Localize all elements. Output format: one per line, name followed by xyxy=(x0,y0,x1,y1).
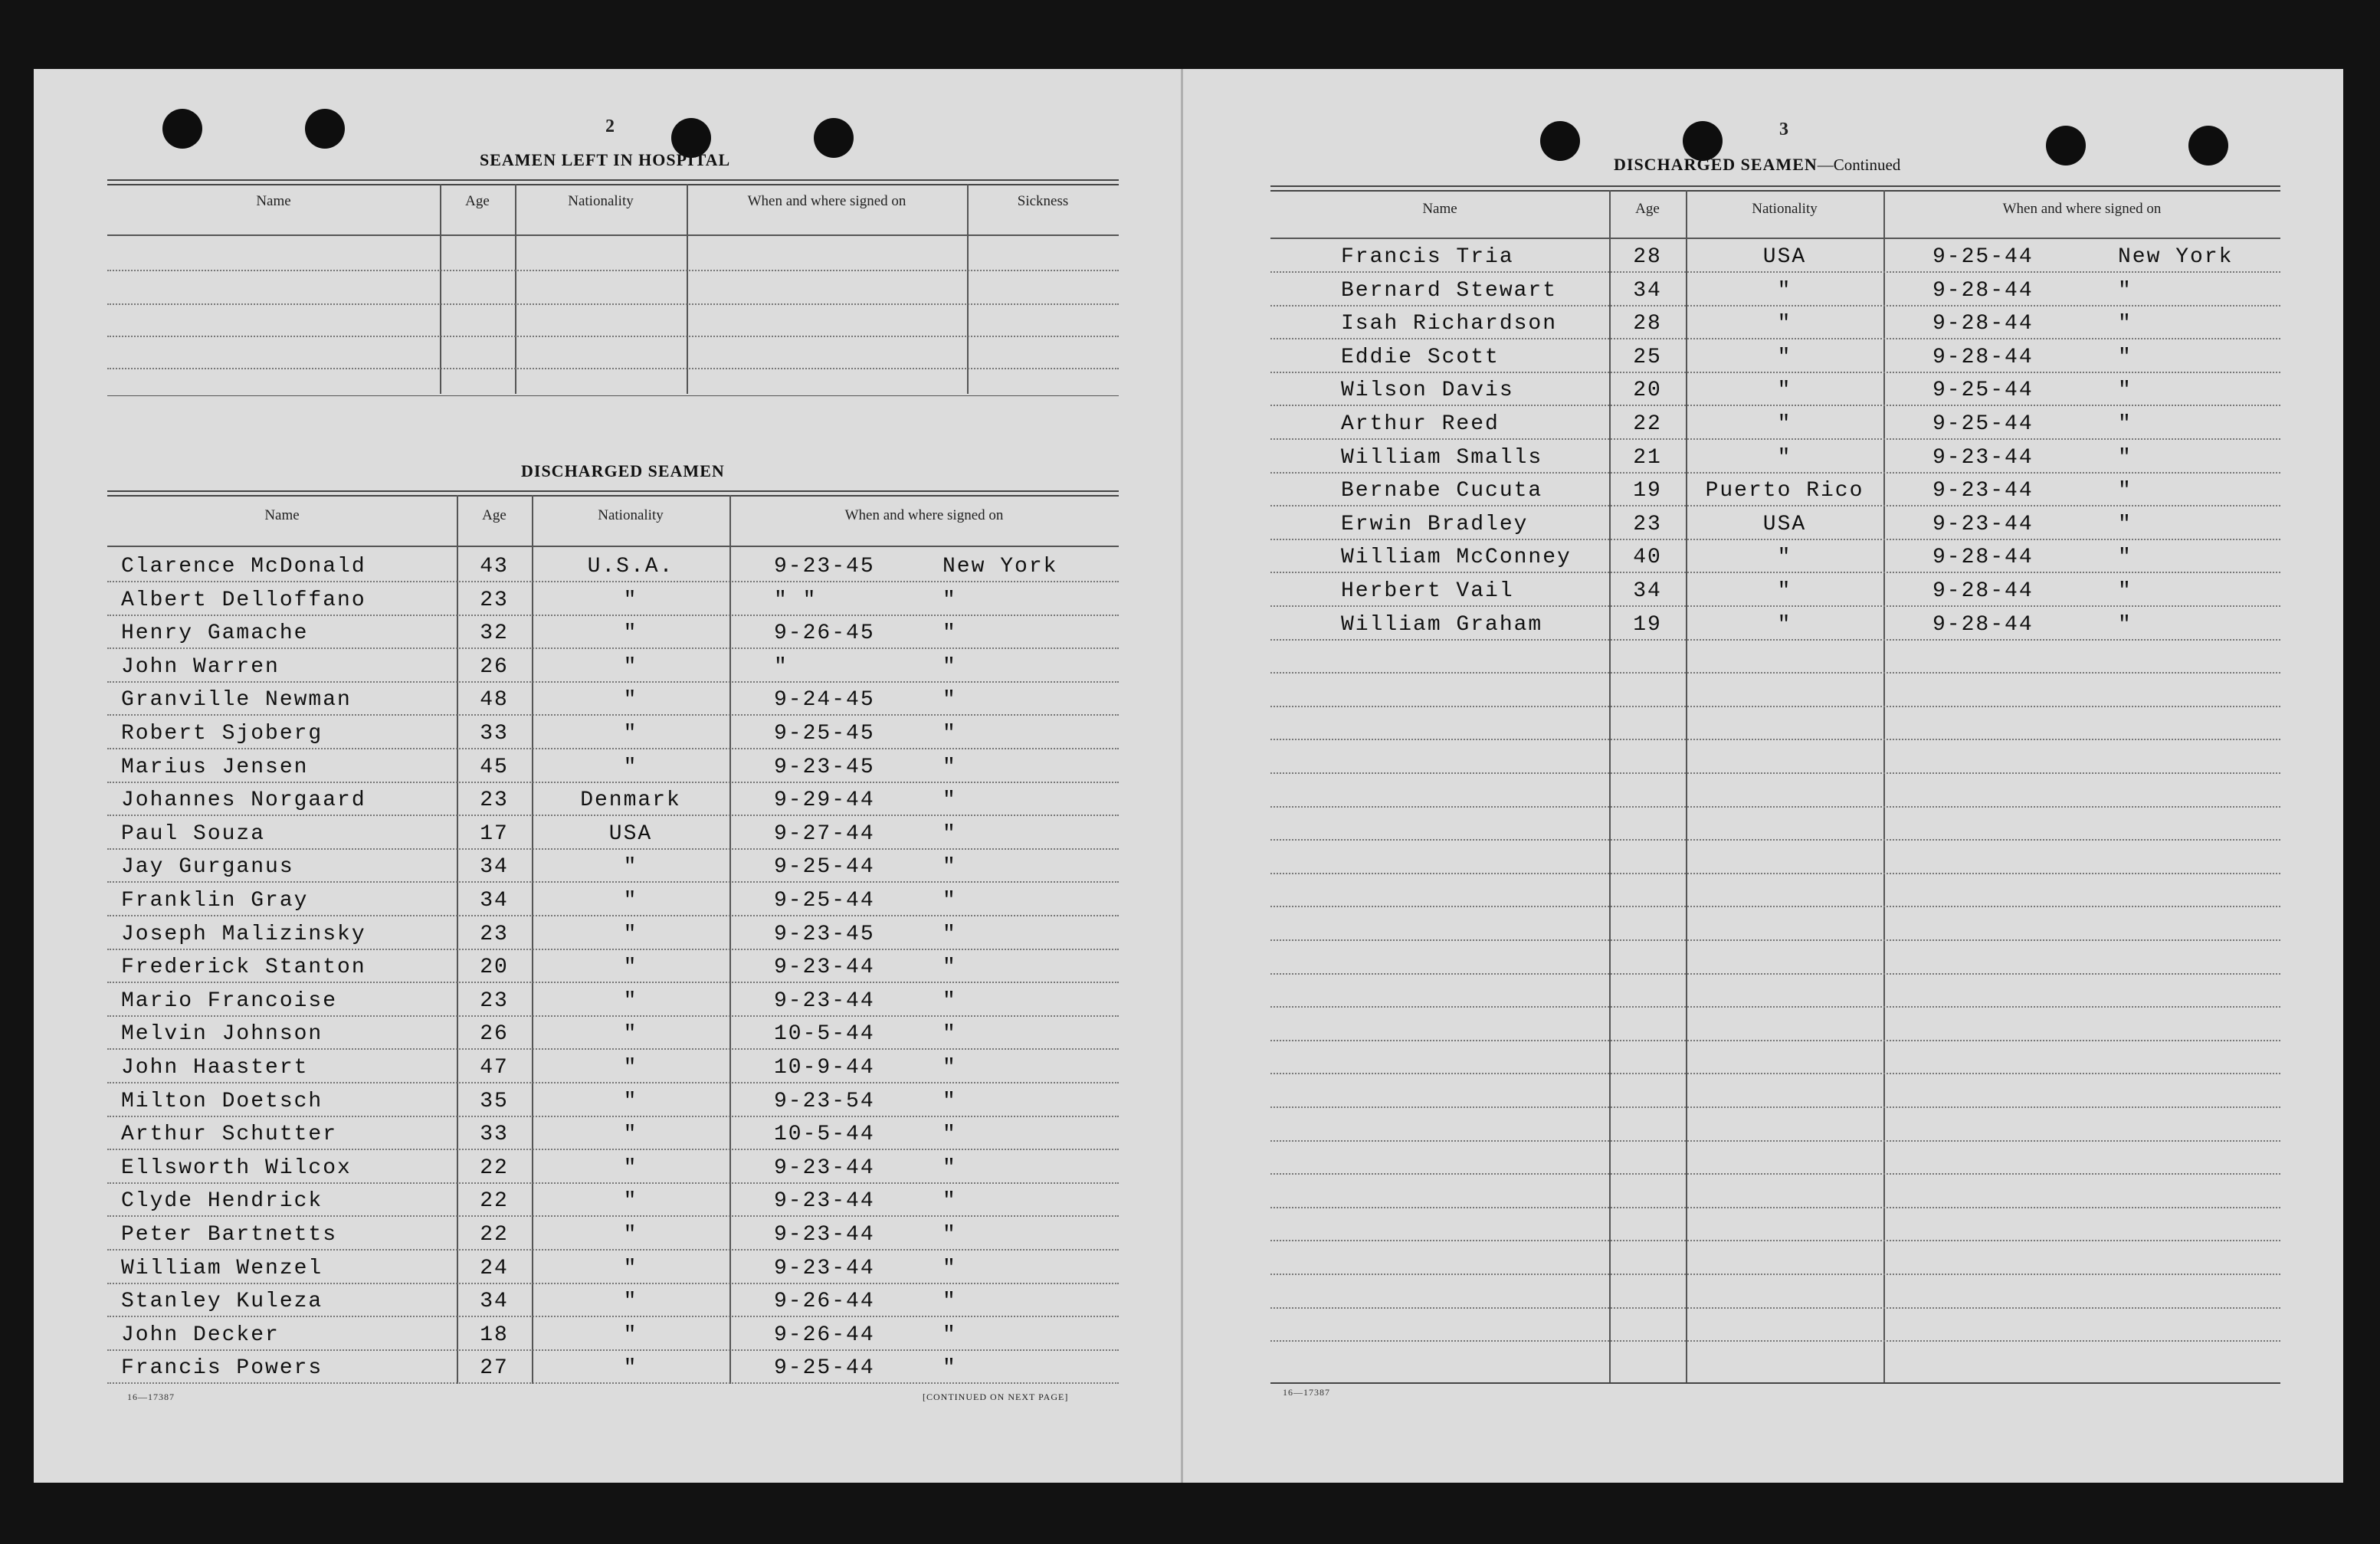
form-number-right: 16—17387 xyxy=(1283,1387,1330,1398)
seaman-age: 22 xyxy=(480,1189,509,1214)
seaman-name: Isah Richardson xyxy=(1341,312,1558,336)
signed-on-date: 9-25-45 xyxy=(774,722,875,746)
seaman-age: 34 xyxy=(480,889,509,913)
col-header-name: Name xyxy=(1422,201,1457,217)
signed-on-date: 9-25-44 xyxy=(1933,245,2034,269)
seaman-age: 17 xyxy=(480,821,509,846)
signed-on-place: " xyxy=(2118,479,2132,503)
seaman-name: Mario Francoise xyxy=(121,988,338,1013)
signed-on-date: 10-9-44 xyxy=(774,1056,875,1080)
signed-on-place: " xyxy=(2118,412,2132,436)
seaman-name: Stanley Kuleza xyxy=(121,1290,323,1314)
seaman-nationality: " xyxy=(1777,379,1792,403)
signed-on-date: 9-23-44 xyxy=(1933,512,2034,536)
signed-on-place: " xyxy=(2118,312,2132,336)
seaman-name: Bernard Stewart xyxy=(1341,278,1558,303)
signed-on-place: " xyxy=(942,654,957,679)
seaman-nationality: " xyxy=(623,1256,638,1280)
seaman-nationality: " xyxy=(1777,546,1792,570)
seaman-age: 23 xyxy=(480,922,509,946)
signed-on-place: " xyxy=(2118,612,2132,637)
signed-on-date: 9-28-44 xyxy=(1933,278,2034,303)
seaman-name: Arthur Reed xyxy=(1341,412,1500,436)
col-header-age: Age xyxy=(465,193,490,209)
col-header-signed-on: When and where signed on xyxy=(2002,201,2162,217)
seaman-nationality: " xyxy=(1777,412,1792,436)
col-header-nationality: Nationality xyxy=(1752,201,1818,217)
seaman-age: 47 xyxy=(480,1056,509,1080)
signed-on-place: " xyxy=(942,588,957,612)
discharged-table-left xyxy=(107,490,1119,1387)
col-header-nationality: Nationality xyxy=(598,507,664,523)
seaman-nationality: " xyxy=(623,1223,638,1247)
signed-on-date: 9-23-44 xyxy=(1933,445,2034,470)
seaman-name: John Decker xyxy=(121,1323,280,1347)
signed-on-place: " xyxy=(942,988,957,1013)
signed-on-place: " xyxy=(2118,379,2132,403)
signed-on-place: " xyxy=(2118,345,2132,369)
seaman-age: 26 xyxy=(480,1022,509,1047)
seaman-age: 28 xyxy=(1633,312,1662,336)
page-fold xyxy=(1181,69,1183,1483)
seaman-name: Henry Gamache xyxy=(121,621,309,646)
seaman-age: 23 xyxy=(480,588,509,612)
seaman-nationality: " xyxy=(623,855,638,880)
seaman-nationality: " xyxy=(623,889,638,913)
signed-on-date: 9-23-44 xyxy=(774,1189,875,1214)
punch-hole xyxy=(2046,126,2086,166)
seaman-age: 34 xyxy=(480,1290,509,1314)
crew-list-sheet xyxy=(34,69,2343,1483)
seaman-age: 22 xyxy=(480,1223,509,1247)
discharged-table-right xyxy=(1270,185,2280,1387)
seaman-name: Clarence McDonald xyxy=(121,555,366,579)
seaman-name: Ellsworth Wilcox xyxy=(121,1156,352,1180)
signed-on-place: New York xyxy=(942,555,1058,579)
signed-on-place: " xyxy=(942,922,957,946)
form-number-left: 16—17387 xyxy=(127,1392,175,1402)
signed-on-place: " xyxy=(942,621,957,646)
signed-on-date: 9-24-45 xyxy=(774,688,875,713)
seaman-age: 27 xyxy=(480,1356,509,1381)
seaman-age: 22 xyxy=(480,1156,509,1180)
hospital-section-title: SEAMEN LEFT IN HOSPITAL xyxy=(480,150,731,169)
seaman-nationality: " xyxy=(1777,579,1792,603)
seaman-nationality: " xyxy=(623,755,638,779)
seaman-age: 20 xyxy=(480,956,509,980)
signed-on-place: " xyxy=(2118,278,2132,303)
seaman-nationality: " xyxy=(1777,612,1792,637)
seaman-age: 20 xyxy=(1633,379,1662,403)
signed-on-place: " xyxy=(942,788,957,813)
signed-on-date: 10-5-44 xyxy=(774,1022,875,1047)
signed-on-place: " xyxy=(942,1056,957,1080)
seaman-age: 23 xyxy=(480,988,509,1013)
seaman-nationality: " xyxy=(1777,312,1792,336)
signed-on-place: " xyxy=(942,1256,957,1280)
seaman-age: 48 xyxy=(480,688,509,713)
seaman-nationality: " xyxy=(623,1056,638,1080)
seaman-age: 22 xyxy=(1633,412,1662,436)
punch-hole xyxy=(1540,121,1580,161)
seaman-name: Herbert Vail xyxy=(1341,579,1514,603)
col-header-signed-on: When and where signed on xyxy=(747,193,906,209)
signed-on-date: 9-23-45 xyxy=(774,922,875,946)
seaman-age: 23 xyxy=(1633,512,1662,536)
seaman-age: 21 xyxy=(1633,445,1662,470)
discharged-continued-title-main: DISCHARGED SEAMEN xyxy=(1614,155,1818,174)
seaman-nationality: " xyxy=(1777,278,1792,303)
col-header-name: Name xyxy=(256,193,291,209)
signed-on-date: 9-28-44 xyxy=(1933,312,2034,336)
signed-on-date: 9-23-44 xyxy=(774,1156,875,1180)
signed-on-date: 9-25-44 xyxy=(1933,379,2034,403)
seaman-nationality: " xyxy=(623,621,638,646)
signed-on-place: " xyxy=(2118,512,2132,536)
signed-on-date: 9-28-44 xyxy=(1933,345,2034,369)
signed-on-place: " xyxy=(942,722,957,746)
signed-on-place: " xyxy=(2118,445,2132,470)
seaman-nationality: " xyxy=(623,922,638,946)
signed-on-date: 9-26-44 xyxy=(774,1290,875,1314)
punch-hole xyxy=(305,109,345,149)
seaman-name: Francis Tria xyxy=(1341,245,1514,269)
seaman-name: Peter Bartnetts xyxy=(121,1223,338,1247)
page-number-left: 2 xyxy=(605,116,615,136)
seaman-nationality: U.S.A. xyxy=(587,555,674,579)
signed-on-date: 9-25-44 xyxy=(774,1356,875,1381)
col-header-signed-on: When and where signed on xyxy=(844,507,1004,523)
signed-on-place: " xyxy=(942,1189,957,1214)
continued-note: [CONTINUED ON NEXT PAGE] xyxy=(923,1392,1069,1402)
seaman-name: John Haastert xyxy=(121,1056,309,1080)
signed-on-place: " xyxy=(942,1223,957,1247)
discharged-section-title: DISCHARGED SEAMEN xyxy=(521,461,725,480)
signed-on-place: " xyxy=(942,1123,957,1147)
seaman-nationality: USA xyxy=(608,821,653,846)
signed-on-place: " xyxy=(942,956,957,980)
signed-on-place: " xyxy=(942,755,957,779)
seaman-age: 26 xyxy=(480,654,509,679)
signed-on-date: " " xyxy=(774,588,818,612)
discharged-continued-title-suffix: —Continued xyxy=(1817,156,1901,174)
signed-on-date: 10-5-44 xyxy=(774,1123,875,1147)
signed-on-date: " xyxy=(774,654,788,679)
signed-on-place: " xyxy=(2118,546,2132,570)
signed-on-place: " xyxy=(942,821,957,846)
seaman-name: Bernabe Cucuta xyxy=(1341,479,1543,503)
signed-on-date: 9-26-45 xyxy=(774,621,875,646)
seaman-nationality: " xyxy=(623,654,638,679)
seaman-nationality: " xyxy=(623,722,638,746)
signed-on-date: 9-23-44 xyxy=(1933,479,2034,503)
seaman-name: John Warren xyxy=(121,654,280,679)
discharged-continued-title xyxy=(1614,155,1900,175)
seaman-age: 23 xyxy=(480,788,509,813)
seaman-name: Francis Powers xyxy=(121,1356,323,1381)
signed-on-place: " xyxy=(942,1323,957,1347)
signed-on-date: 9-25-44 xyxy=(774,889,875,913)
signed-on-date: 9-23-44 xyxy=(774,956,875,980)
signed-on-place: " xyxy=(942,889,957,913)
signed-on-date: 9-28-44 xyxy=(1933,579,2034,603)
seaman-name: Robert Sjoberg xyxy=(121,722,323,746)
seaman-nationality: " xyxy=(1777,445,1792,470)
signed-on-date: 9-29-44 xyxy=(774,788,875,813)
signed-on-date: 9-25-44 xyxy=(774,855,875,880)
col-header-age: Age xyxy=(482,507,506,523)
signed-on-place: " xyxy=(942,1022,957,1047)
seaman-nationality: USA xyxy=(1762,245,1807,269)
seaman-nationality: " xyxy=(623,1189,638,1214)
seaman-name: Marius Jensen xyxy=(121,755,309,779)
seaman-age: 19 xyxy=(1633,612,1662,637)
seaman-nationality: USA xyxy=(1762,512,1807,536)
punch-hole xyxy=(2188,126,2228,166)
seaman-age: 40 xyxy=(1633,546,1662,570)
seaman-age: 45 xyxy=(480,755,509,779)
signed-on-date: 9-28-44 xyxy=(1933,546,2034,570)
seaman-age: 43 xyxy=(480,555,509,579)
signed-on-date: 9-26-44 xyxy=(774,1323,875,1347)
seaman-nationality: " xyxy=(623,956,638,980)
seaman-nationality: " xyxy=(623,588,638,612)
seaman-nationality: Puerto Rico xyxy=(1705,479,1864,503)
seaman-name: Wilson Davis xyxy=(1341,379,1514,403)
signed-on-place: " xyxy=(942,855,957,880)
seaman-name: Paul Souza xyxy=(121,821,266,846)
col-header-nationality: Nationality xyxy=(568,193,634,209)
seaman-age: 28 xyxy=(1633,245,1662,269)
seaman-nationality: " xyxy=(623,1290,638,1314)
signed-on-date: 9-23-45 xyxy=(774,755,875,779)
seaman-name: William McConney xyxy=(1341,546,1572,570)
seaman-name: Erwin Bradley xyxy=(1341,512,1529,536)
seaman-nationality: " xyxy=(623,1089,638,1113)
seaman-name: Franklin Gray xyxy=(121,889,309,913)
seaman-nationality: Denmark xyxy=(580,788,681,813)
seaman-name: Eddie Scott xyxy=(1341,345,1500,369)
signed-on-date: 9-23-54 xyxy=(774,1089,875,1113)
signed-on-place: " xyxy=(942,1290,957,1314)
seaman-nationality: " xyxy=(623,1356,638,1381)
page-number-right: 3 xyxy=(1779,120,1788,139)
seaman-nationality: " xyxy=(623,1022,638,1047)
signed-on-date: 9-23-45 xyxy=(774,555,875,579)
seaman-age: 32 xyxy=(480,621,509,646)
seaman-age: 35 xyxy=(480,1089,509,1113)
seaman-age: 24 xyxy=(480,1256,509,1280)
hospital-table xyxy=(107,179,1119,409)
seaman-name: Albert Delloffano xyxy=(121,588,366,612)
punch-hole xyxy=(162,109,202,149)
col-header-age: Age xyxy=(1635,201,1660,217)
signed-on-place: " xyxy=(942,1356,957,1381)
col-header-sickness: Sickness xyxy=(1017,193,1069,209)
signed-on-date: 9-27-44 xyxy=(774,821,875,846)
seaman-name: William Graham xyxy=(1341,612,1543,637)
punch-hole xyxy=(814,118,854,158)
signed-on-place: New York xyxy=(2118,245,2234,269)
seaman-age: 18 xyxy=(480,1323,509,1347)
seaman-age: 34 xyxy=(480,855,509,880)
seaman-nationality: " xyxy=(623,1156,638,1180)
seaman-age: 19 xyxy=(1633,479,1662,503)
seaman-name: Milton Doetsch xyxy=(121,1089,323,1113)
seaman-nationality: " xyxy=(623,1123,638,1147)
seaman-nationality: " xyxy=(623,1323,638,1347)
seaman-name: Jay Gurganus xyxy=(121,855,294,880)
signed-on-date: 9-23-44 xyxy=(774,1223,875,1247)
seaman-name: Joseph Malizinsky xyxy=(121,922,366,946)
signed-on-place: " xyxy=(942,1156,957,1180)
signed-on-date: 9-28-44 xyxy=(1933,612,2034,637)
signed-on-date: 9-23-44 xyxy=(774,1256,875,1280)
seaman-nationality: " xyxy=(1777,345,1792,369)
seaman-age: 34 xyxy=(1633,278,1662,303)
signed-on-place: " xyxy=(2118,579,2132,603)
seaman-nationality: " xyxy=(623,688,638,713)
signed-on-date: 9-23-44 xyxy=(774,988,875,1013)
seaman-age: 25 xyxy=(1633,345,1662,369)
seaman-nationality: " xyxy=(623,988,638,1013)
seaman-age: 33 xyxy=(480,1123,509,1147)
seaman-name: Clyde Hendrick xyxy=(121,1189,323,1214)
seaman-name: Melvin Johnson xyxy=(121,1022,323,1047)
seaman-name: Johannes Norgaard xyxy=(121,788,366,813)
seaman-name: Arthur Schutter xyxy=(121,1123,338,1147)
signed-on-place: " xyxy=(942,1089,957,1113)
signed-on-date: 9-25-44 xyxy=(1933,412,2034,436)
seaman-name: Frederick Stanton xyxy=(121,956,366,980)
seaman-name: Granville Newman xyxy=(121,688,352,713)
seaman-age: 33 xyxy=(480,722,509,746)
seaman-name: William Wenzel xyxy=(121,1256,323,1280)
signed-on-place: " xyxy=(942,688,957,713)
col-header-name: Name xyxy=(264,507,300,523)
seaman-name: William Smalls xyxy=(1341,445,1543,470)
seaman-age: 34 xyxy=(1633,579,1662,603)
